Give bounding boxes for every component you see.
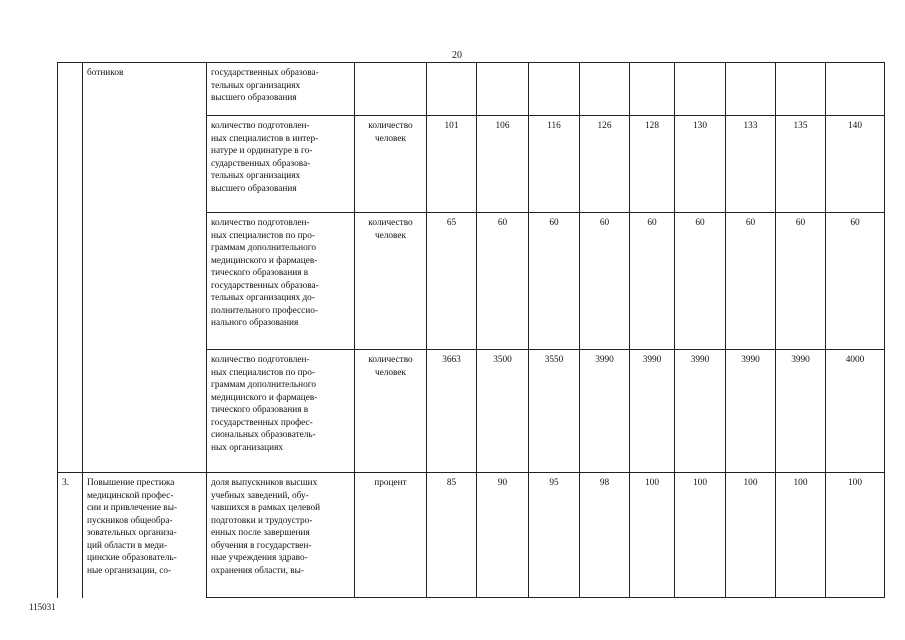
row-number-cell <box>58 473 83 598</box>
value: 60 <box>497 218 508 228</box>
indicator-line: государственных образова- <box>211 280 319 291</box>
value-cell <box>477 116 529 213</box>
value-cell <box>675 350 726 473</box>
indicator-line: тельных организациях до- <box>211 293 315 303</box>
goal-line: сии и привлечение вы- <box>87 503 178 513</box>
value-cell <box>726 116 776 213</box>
value: 90 <box>497 478 508 488</box>
unit-line: процент <box>374 478 407 488</box>
value: 60 <box>695 218 705 228</box>
value: 3500 <box>493 355 512 365</box>
unit-cell <box>355 63 427 116</box>
value: 100 <box>848 478 862 488</box>
indicator-cell <box>207 63 355 116</box>
value: 128 <box>645 121 659 131</box>
indicator-line: количество подготовлен- <box>211 121 310 131</box>
indicator-line: ных специалистов по про- <box>211 367 315 378</box>
value-cell <box>630 350 675 473</box>
indicators-table <box>57 62 885 598</box>
indicator-line: учебных заведений, обу- <box>211 490 309 501</box>
indicator-line: енных после завершения <box>211 528 310 538</box>
goal-line: Повышение престижа <box>87 478 175 488</box>
value: 116 <box>547 121 561 131</box>
value: 3990 <box>595 355 614 365</box>
value-cell <box>776 350 826 473</box>
value-cell <box>826 473 885 598</box>
value-cell <box>675 473 726 598</box>
value-cell <box>529 350 580 473</box>
goal-cell <box>83 213 207 350</box>
value: 100 <box>743 478 758 488</box>
indicator-cell <box>207 116 355 213</box>
value-cell <box>580 473 630 598</box>
page-number: 20 <box>452 50 462 61</box>
unit-line: человек <box>374 367 407 378</box>
indicator-line: ных организациях <box>211 442 284 453</box>
goal-cell <box>83 473 207 598</box>
indicator-cell <box>207 473 355 598</box>
goal-line: ные организации, со- <box>87 565 172 576</box>
indicator-line: тельных организациях <box>211 80 301 91</box>
value-cell <box>580 350 630 473</box>
indicator-line: ных специалистов в интер- <box>211 133 319 144</box>
value: 100 <box>693 478 707 488</box>
indicator-line: высшего образования <box>211 183 297 194</box>
unit-cell <box>355 473 427 598</box>
indicator-line: тельных организациях <box>211 171 301 181</box>
indicator-line: ных специалистов по про- <box>211 230 315 241</box>
value: 60 <box>850 218 860 228</box>
table-row <box>58 473 885 598</box>
table-row <box>58 213 885 350</box>
table-row <box>58 116 885 213</box>
value-cell <box>580 213 630 350</box>
value-cell <box>529 63 580 116</box>
unit-cell <box>355 350 427 473</box>
indicator-line: тического образования в <box>211 405 309 415</box>
goal-line: ций области в меди- <box>87 540 168 551</box>
value-cell <box>427 213 477 350</box>
goal-line: пускников общеобра- <box>87 515 173 526</box>
value: 3990 <box>791 355 810 365</box>
unit-line: человек <box>374 230 407 241</box>
value: 140 <box>848 121 862 131</box>
value-cell <box>580 116 630 213</box>
table-row <box>58 350 885 473</box>
unit-cell <box>355 213 427 350</box>
unit-cell <box>355 116 427 213</box>
value: 101 <box>444 121 459 131</box>
row-number: 3. <box>62 478 69 488</box>
value: 3990 <box>741 355 760 365</box>
value-cell <box>726 473 776 598</box>
value: 60 <box>599 218 610 228</box>
value-cell <box>776 473 826 598</box>
indicator-line: сударственных образова- <box>211 158 311 169</box>
value-cell <box>477 213 529 350</box>
value: 3990 <box>690 355 710 365</box>
value: 60 <box>795 218 806 228</box>
value-cell <box>529 473 580 598</box>
value-cell <box>427 473 477 598</box>
value-cell <box>826 116 885 213</box>
unit-line: количество <box>368 355 413 365</box>
table-row <box>58 63 885 116</box>
value-cell <box>477 63 529 116</box>
value-cell <box>675 213 726 350</box>
value-cell <box>726 213 776 350</box>
goal-cell <box>83 63 207 116</box>
indicator-cell <box>207 350 355 473</box>
indicator-line: сиональных образователь- <box>211 430 316 440</box>
goal-line: ботников <box>87 68 124 78</box>
indicator-line: медицинского и фармацев- <box>211 392 318 403</box>
value: 3663 <box>442 355 461 365</box>
value: 65 <box>446 218 457 228</box>
row-number-cell <box>58 63 83 116</box>
table-body <box>58 63 885 598</box>
value: 98 <box>599 478 610 488</box>
value: 60 <box>647 218 657 228</box>
value-cell <box>826 213 885 350</box>
value: 100 <box>793 478 808 488</box>
value: 126 <box>597 121 612 131</box>
value-cell <box>529 116 580 213</box>
indicator-line: медицинского и фармацев- <box>211 255 318 266</box>
value-cell <box>776 116 826 213</box>
row-number-cell <box>58 213 83 350</box>
indicator-line: чавшихся в рамках целевой <box>211 503 321 513</box>
value: 130 <box>693 121 707 131</box>
value-cell <box>630 63 675 116</box>
indicator-line: ные учреждения здраво- <box>211 553 308 563</box>
value: 4000 <box>845 355 865 365</box>
indicator-line: натуре и ординатуре в го- <box>211 146 313 156</box>
value-cell <box>477 350 529 473</box>
row-number-cell <box>58 350 83 473</box>
value-cell <box>529 213 580 350</box>
value: 3550 <box>544 355 564 365</box>
value-cell <box>776 213 826 350</box>
unit-line: количество <box>368 121 413 131</box>
unit-line: человек <box>374 133 407 144</box>
indicator-line: государственных образова- <box>211 68 319 78</box>
value-cell <box>675 63 726 116</box>
indicator-line: граммам дополнительного <box>211 380 317 390</box>
indicator-line: нального образования <box>211 318 299 328</box>
indicator-line: подготовки и трудоустро- <box>211 515 313 526</box>
indicator-line: доля выпускников высших <box>211 478 318 488</box>
value: 60 <box>745 218 756 228</box>
indicator-line: государственных профес- <box>211 417 313 428</box>
indicator-line: полнительного профессио- <box>211 305 318 316</box>
indicator-line: высшего образования <box>211 93 297 103</box>
row-number-cell <box>58 116 83 213</box>
value: 135 <box>793 121 808 131</box>
value-cell <box>427 116 477 213</box>
goal-line: цинские образователь- <box>87 553 177 563</box>
indicator-line: количество подготовлен- <box>211 218 310 228</box>
goal-cell <box>83 116 207 213</box>
value-cell <box>630 116 675 213</box>
value-cell <box>776 63 826 116</box>
footer-code: 115031 <box>29 602 56 612</box>
indicator-line: граммам дополнительного <box>211 243 317 253</box>
value-cell <box>427 350 477 473</box>
value-cell <box>580 63 630 116</box>
value: 60 <box>549 218 559 228</box>
value-cell <box>726 63 776 116</box>
value-cell <box>427 63 477 116</box>
value-cell <box>826 63 885 116</box>
value: 3990 <box>642 355 662 365</box>
value-cell <box>826 350 885 473</box>
indicator-line: количество подготовлен- <box>211 355 310 365</box>
goal-line: зовательных организа- <box>87 528 177 538</box>
indicator-line: охранения области, вы- <box>211 565 304 576</box>
value: 85 <box>446 478 457 488</box>
unit-line: количество <box>368 218 413 228</box>
goal-cell <box>83 350 207 473</box>
indicator-cell <box>207 213 355 350</box>
value: 106 <box>495 121 510 131</box>
value: 100 <box>645 478 659 488</box>
value-cell <box>726 350 776 473</box>
indicator-line: обучения в государствен- <box>211 540 312 551</box>
goal-line: медицинской профес- <box>87 490 174 501</box>
value: 95 <box>549 478 559 488</box>
indicator-line: тического образования в <box>211 268 309 278</box>
value-cell <box>675 116 726 213</box>
value-cell <box>630 213 675 350</box>
value-cell <box>477 473 529 598</box>
value-cell <box>630 473 675 598</box>
value: 133 <box>743 121 758 131</box>
